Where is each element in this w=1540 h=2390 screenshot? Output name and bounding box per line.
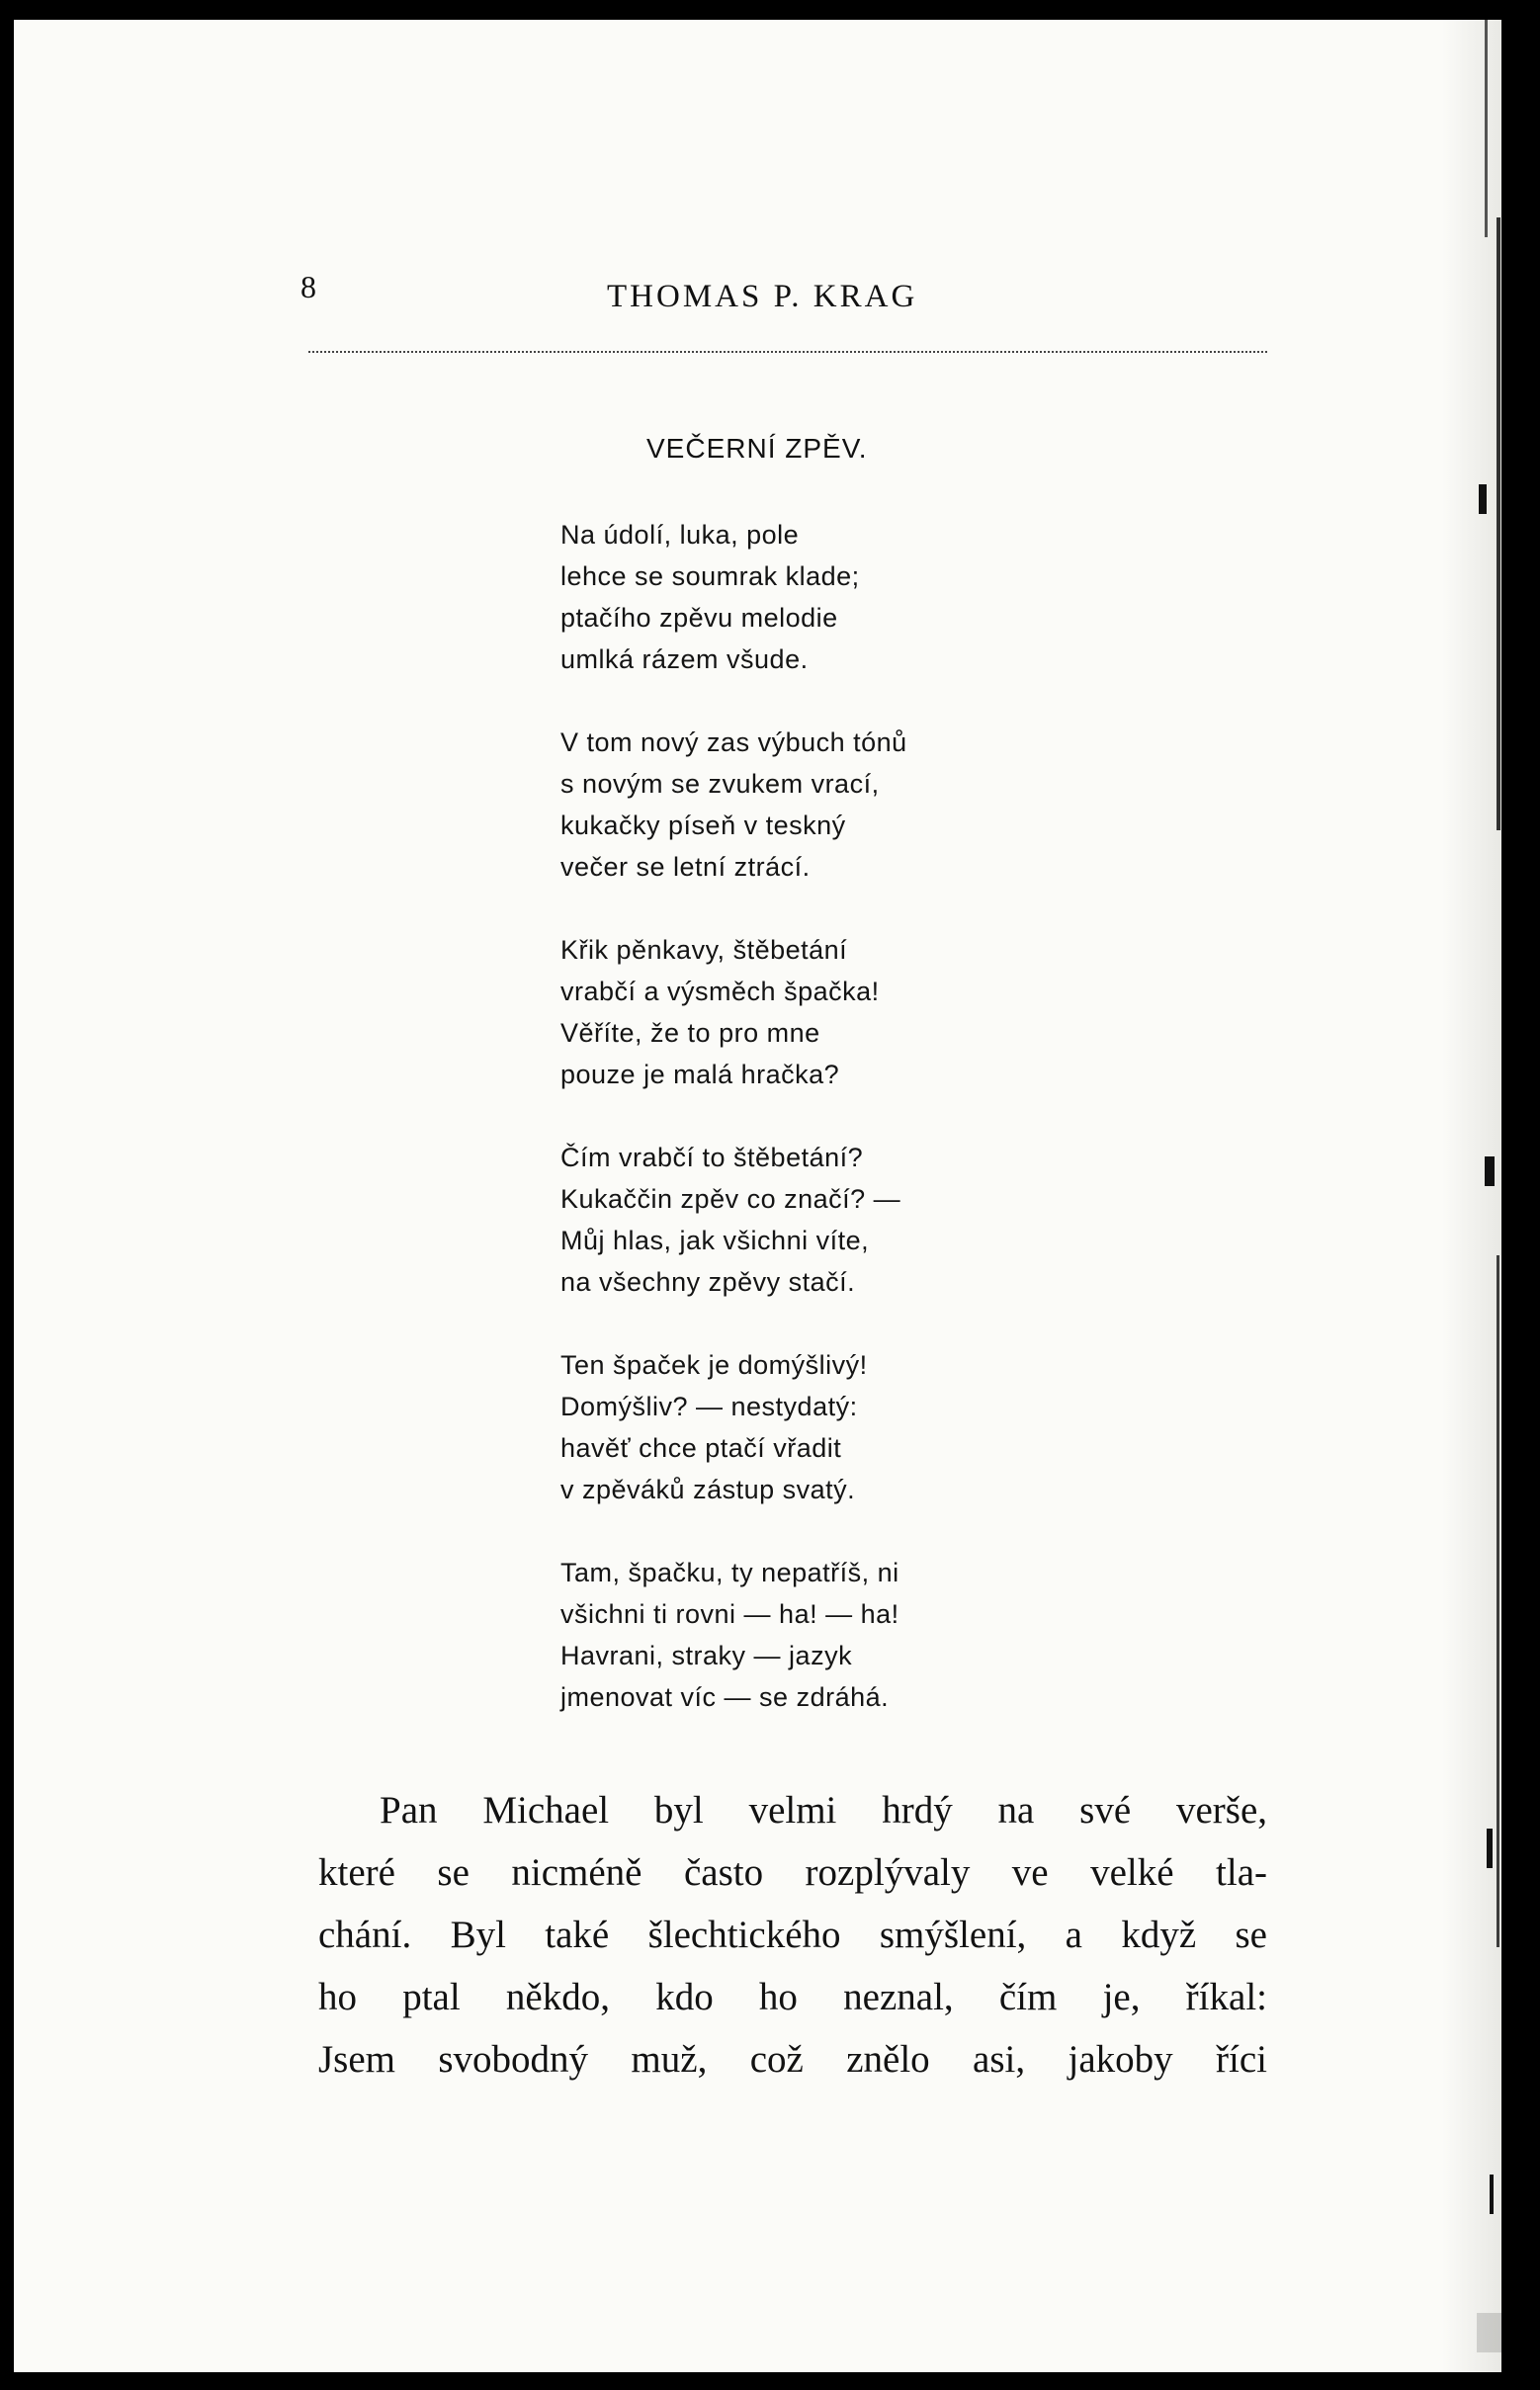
verse-line: Domýšliv? — nestydatý: bbox=[560, 1392, 858, 1421]
prose-line: ho ptal někdo, kdo ho neznal, čím je, říkal: bbox=[318, 1976, 1267, 2018]
verse-line: Křik pěnkavy, štěbetání bbox=[560, 935, 848, 965]
binding-mark bbox=[1487, 1829, 1493, 1868]
verse-line: Čím vrabčí to štěbetání? bbox=[560, 1143, 864, 1172]
verse-line: Havrani, straky — jazyk bbox=[560, 1641, 853, 1670]
verse-line: ptačího zpěvu melodie bbox=[560, 603, 838, 633]
binding-mark bbox=[1479, 484, 1487, 514]
binding-mark bbox=[1497, 217, 1500, 830]
stanza bbox=[560, 1344, 1114, 1510]
verse-line: kukačky píseň v teskný bbox=[560, 811, 846, 840]
verse-line: jmenovat víc — se zdráhá. bbox=[560, 1682, 890, 1712]
verse-line: Můj hlas, jak všichni víte, bbox=[560, 1226, 870, 1255]
verse-line: v zpěváků zástup svatý. bbox=[560, 1475, 856, 1504]
binding-mark bbox=[1497, 1255, 1499, 1947]
stanza bbox=[560, 1552, 1114, 1718]
verse-line: s novým se zvukem vrací, bbox=[560, 769, 880, 799]
binding-mark bbox=[1477, 2313, 1501, 2352]
stanza bbox=[560, 1137, 1114, 1303]
poem-title: VEČERNÍ ZPĚV. bbox=[646, 433, 868, 464]
verse-line: na všechny zpěvy stačí. bbox=[560, 1267, 856, 1297]
binding-mark bbox=[1490, 2175, 1494, 2214]
verse-line: Kukaččin zpěv co značí? — bbox=[560, 1184, 901, 1214]
prose-line: Pan Michael byl velmi hrdý na své verše, bbox=[380, 1789, 1267, 1832]
binding-mark bbox=[1485, 1156, 1495, 1186]
verse-line: umlká rázem všude. bbox=[560, 644, 809, 674]
verse-line: večer se letní ztrácí. bbox=[560, 852, 811, 882]
verse-line: vrabčí a výsměch špačka! bbox=[560, 977, 880, 1006]
verse-line: Na údolí, luka, pole bbox=[560, 520, 800, 550]
prose-paragraph bbox=[318, 1779, 1267, 2091]
poem-body bbox=[560, 514, 1114, 1759]
book-page bbox=[14, 20, 1501, 2372]
running-head: THOMAS P. KRAG bbox=[607, 279, 918, 314]
verse-line: Ten špaček je domýšlivý! bbox=[560, 1350, 868, 1380]
binding-mark bbox=[1485, 20, 1488, 237]
stanza bbox=[560, 514, 1114, 680]
verse-line: V tom nový zas výbuch tónů bbox=[560, 727, 907, 757]
prose-line: které se nicméně často rozplývaly ve velké tla- bbox=[318, 1851, 1267, 1894]
prose-line: Jsem svobodný muž, což znělo asi, jakoby říci bbox=[318, 2038, 1267, 2081]
scan-shadow bbox=[1442, 20, 1501, 2372]
verse-line: Tam, špačku, ty nepatříš, ni bbox=[560, 1558, 899, 1587]
verse-line: lehce se soumrak klade; bbox=[560, 561, 860, 591]
page-number: 8 bbox=[300, 269, 316, 304]
verse-line: všichni ti rovni — ha! — ha! bbox=[560, 1599, 899, 1629]
verse-line: havěť chce ptačí vřadit bbox=[560, 1433, 842, 1463]
stanza bbox=[560, 722, 1114, 888]
header-rule bbox=[308, 351, 1267, 353]
verse-line: pouze je malá hračka? bbox=[560, 1060, 840, 1089]
prose-line: chání. Byl také šlechtického smýšlení, a když se bbox=[318, 1914, 1267, 1956]
verse-line: Věříte, že to pro mne bbox=[560, 1018, 820, 1048]
stanza bbox=[560, 929, 1114, 1095]
